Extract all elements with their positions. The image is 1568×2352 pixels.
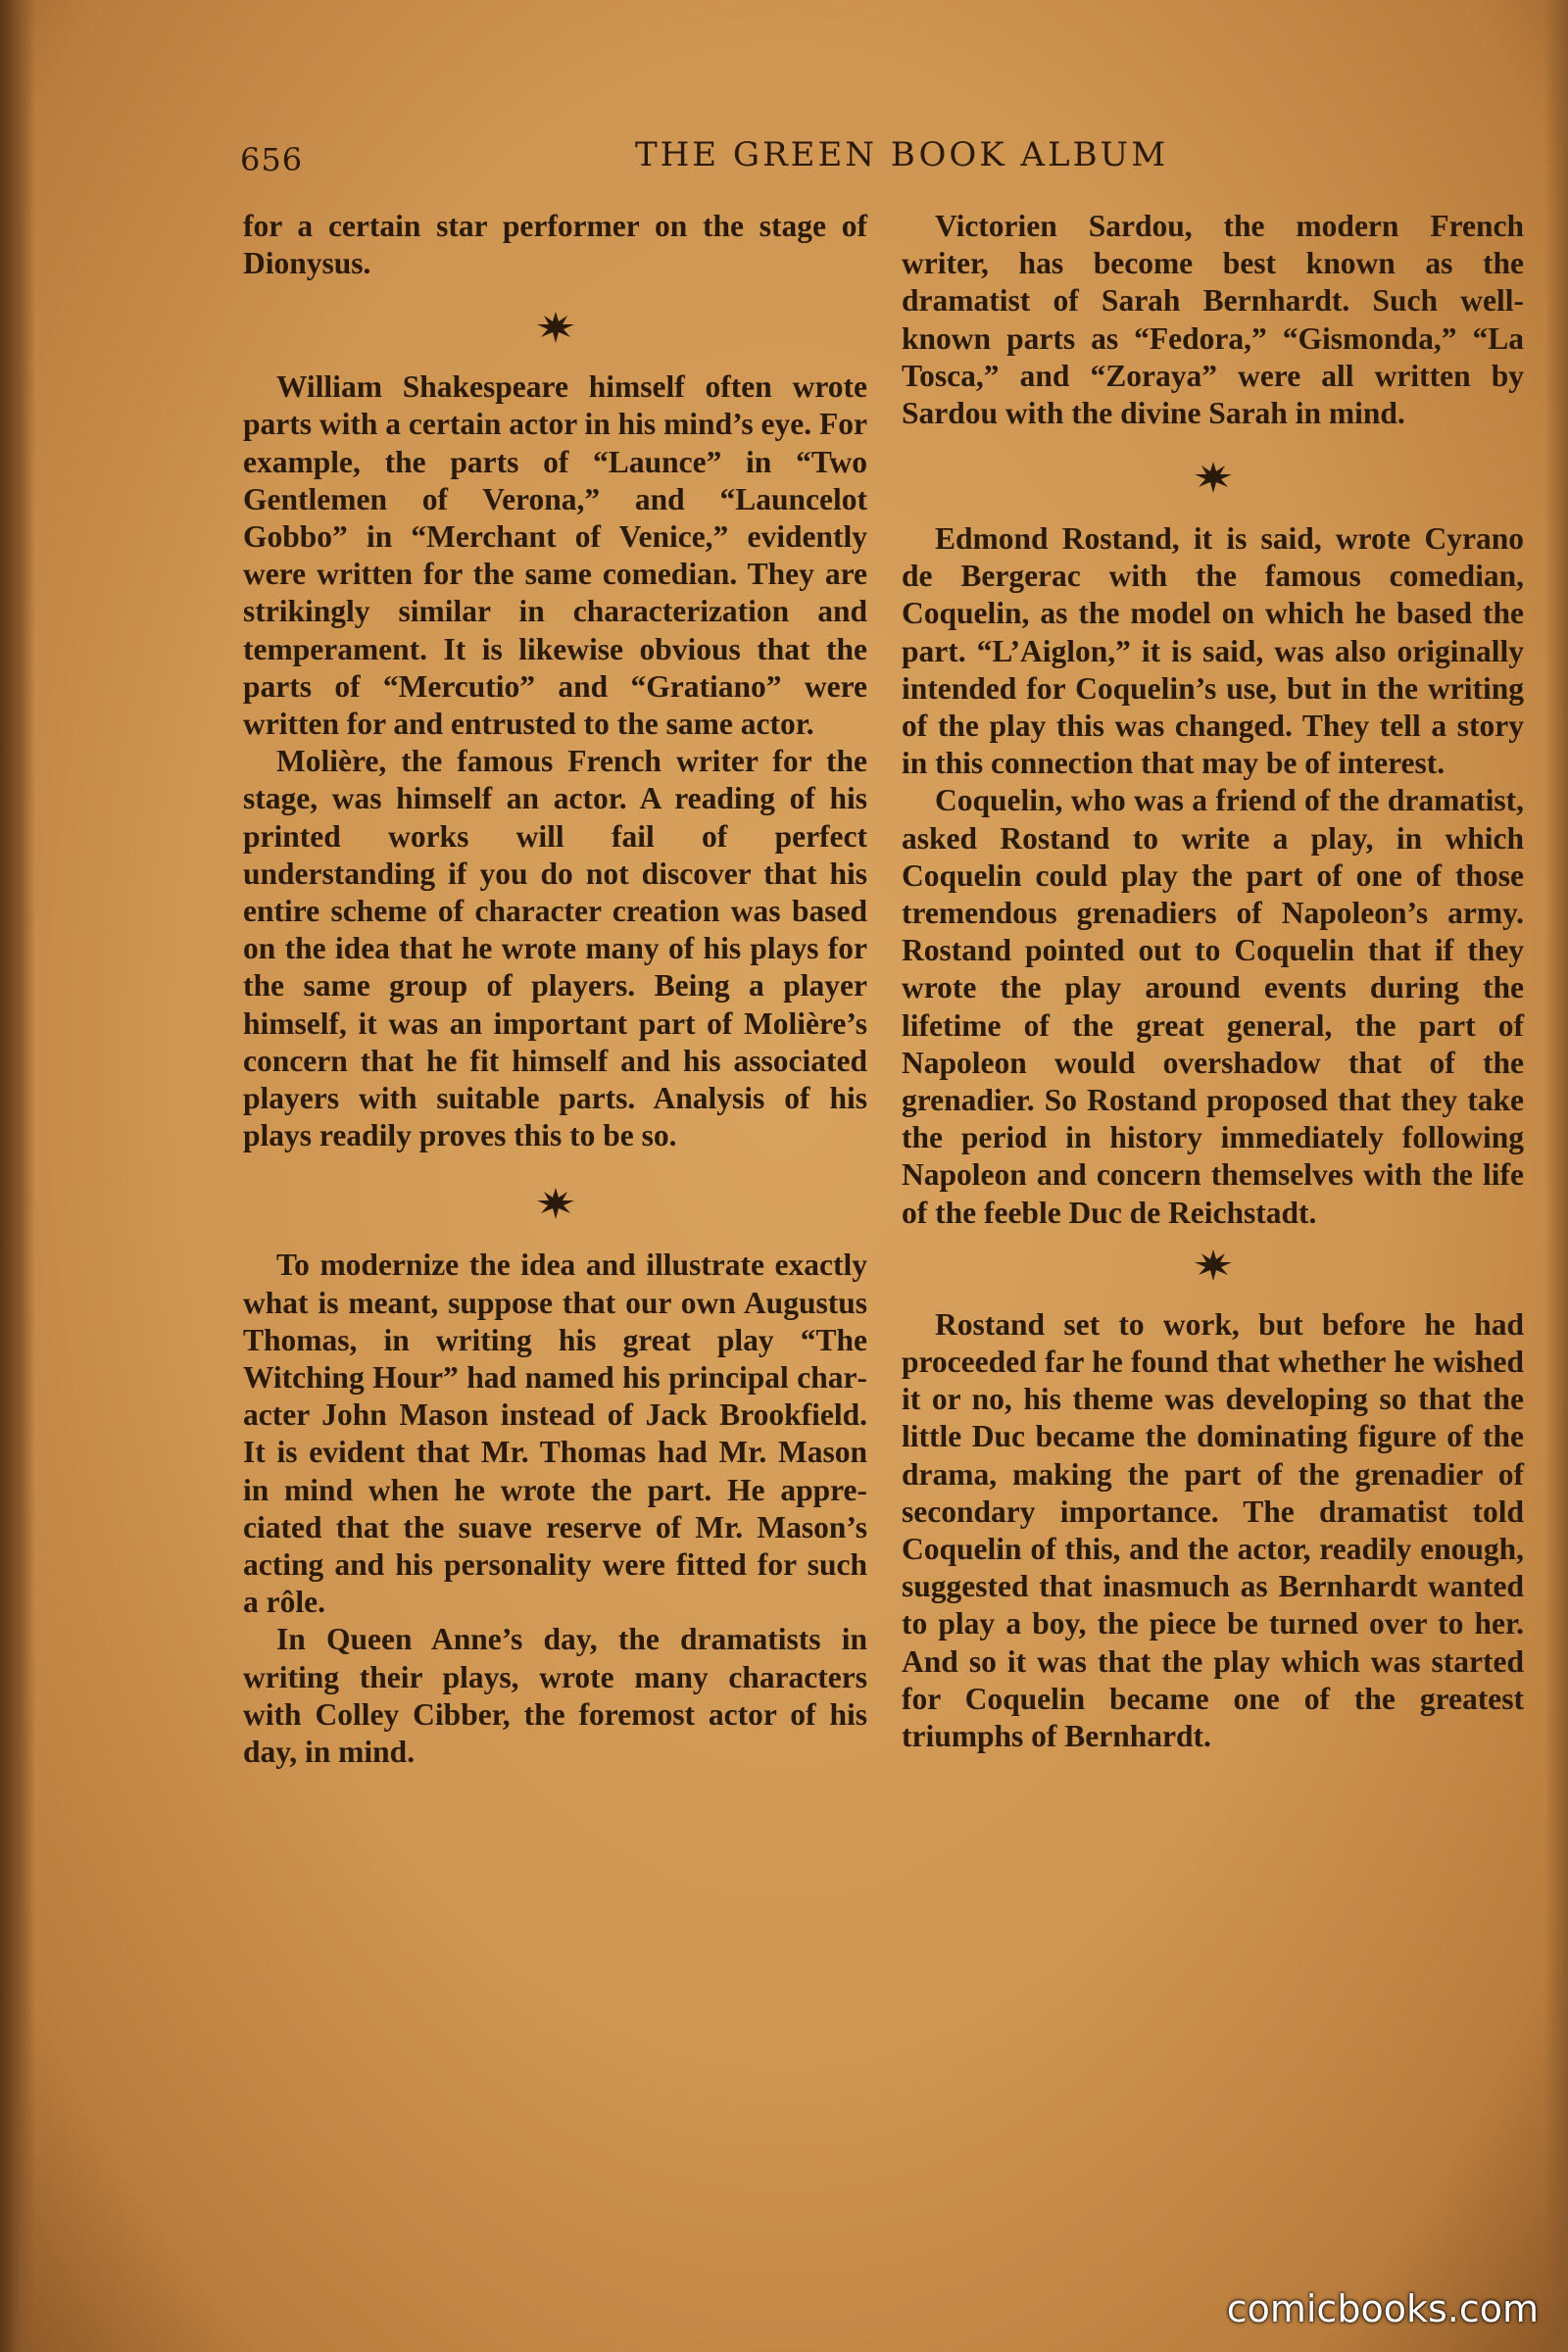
left-paragraph-3: Molière, the famous French writer for the stage, was himself an actor. A reading of his printed works will fail of perfect understanding if you do not discover that his entire scheme of character creation was based on the idea that he wrote many of his plays for the same group of players. Being a player himself, it was an important part of Molière’s concern that he fit himself and his associated players with suitable parts. Analysis of his plays readily proves this to be so. — [243, 744, 867, 1153]
right-paragraph-4: Rostand set to work, but before he had proceeded far he found that whether he wished it or no, his theme was developing so that the little Duc became the dominating figure of the drama, making the part of the grenadier of secondary importance. The dramatist told Coquelin of this, and the actor, readily enough, suggested that inasmuch as Bernhardt wanted to play a boy, the piece be turned over to her. And so it was that the play which was started for Coquelin became one of the greatest triumphs of Bernhardt. — [902, 1306, 1524, 1753]
page-right-edge-shadow — [1544, 0, 1568, 2352]
leaf-ornament-icon — [902, 454, 1524, 495]
leaf-ornament-icon — [902, 1242, 1524, 1283]
watermark: comicbooks.com — [1226, 2287, 1539, 2330]
page-left-edge-shadow — [0, 0, 35, 2352]
right-paragraph-3: Coquelin, who was a friend of the dramatist, asked Rostand to write a play, in which Coquelin could play the part of one of those tremendous grenadiers of Napoleon’s army. Rostand pointed out to Coquelin that if they wrote the play around events during the lifetime of the great general, the part of Napoleon would overshadow that of the grenadier. So Rostand proposed that they take the period in history immediately following Napoleon and concern themselves with the life of the feeble Duc de Reichstadt. — [902, 783, 1524, 1230]
left-paragraph-5: In Queen Anne’s day, the dramatists in writing their plays, wrote many characters with Colley Cibber, the foremost actor of his day, in mind. — [243, 1622, 867, 1769]
right-column — [902, 208, 1524, 1755]
left-paragraph-4: To modernize the idea and illustrate exactly what is meant, suppose that our own Augustus Thomas, in writing his great play “The Witching Hour” had named his principal character John Mason instead of Jack Brookfield. It is evident that Mr. Thomas had Mr. Mason in mind when he wrote the part. He appreciated that the suave reserve of Mr. Mason’s acting and his personality were fitted for such a rôle. — [243, 1248, 867, 1620]
left-column — [243, 208, 867, 1771]
right-paragraph-2: Edmond Rostand, it is said, wrote Cyrano de Bergerac with the famous comedian, Coquelin, as the model on which he based the part. “L’Aiglon,” it is said, was also originally intended for Coquelin’s use, but in the writing of the play this was changed. They tell a story in this connection that may be of interest. — [902, 521, 1524, 781]
running-title: THE GREEN BOOK ALBUM — [634, 135, 1169, 174]
page-number: 656 — [240, 141, 304, 178]
left-paragraph-2: William Shakespeare himself often wrote parts with a certain actor in his mind’s eye. For example, the parts of “Launce” in “Two Gentlemen of Verona,” and “Launcelot Gobbo” in “Merchant of Venice,” evidently were written for the same comedian. They are strikingly similar in characterization and temperament. It is likewise obvious that the parts of “Mercutio” and “Gratiano” were written for and entrusted to the same actor. — [243, 369, 867, 742]
right-paragraph-1: Victorien Sardou, the modern French writer, has become best known as the dramatist of Sarah Bernhardt. Such well-known parts as “Fedora,” “Gismonda,” “La Tosca,” and “Zoraya” were all written by Sardou with the divine Sarah in mind. — [902, 209, 1524, 431]
page-header — [240, 135, 1524, 184]
leaf-ornament-icon — [243, 1180, 867, 1221]
leaf-ornament-icon — [243, 304, 867, 345]
left-paragraph-1: for a certain star performer on the stage of Dionysus. — [243, 209, 867, 281]
